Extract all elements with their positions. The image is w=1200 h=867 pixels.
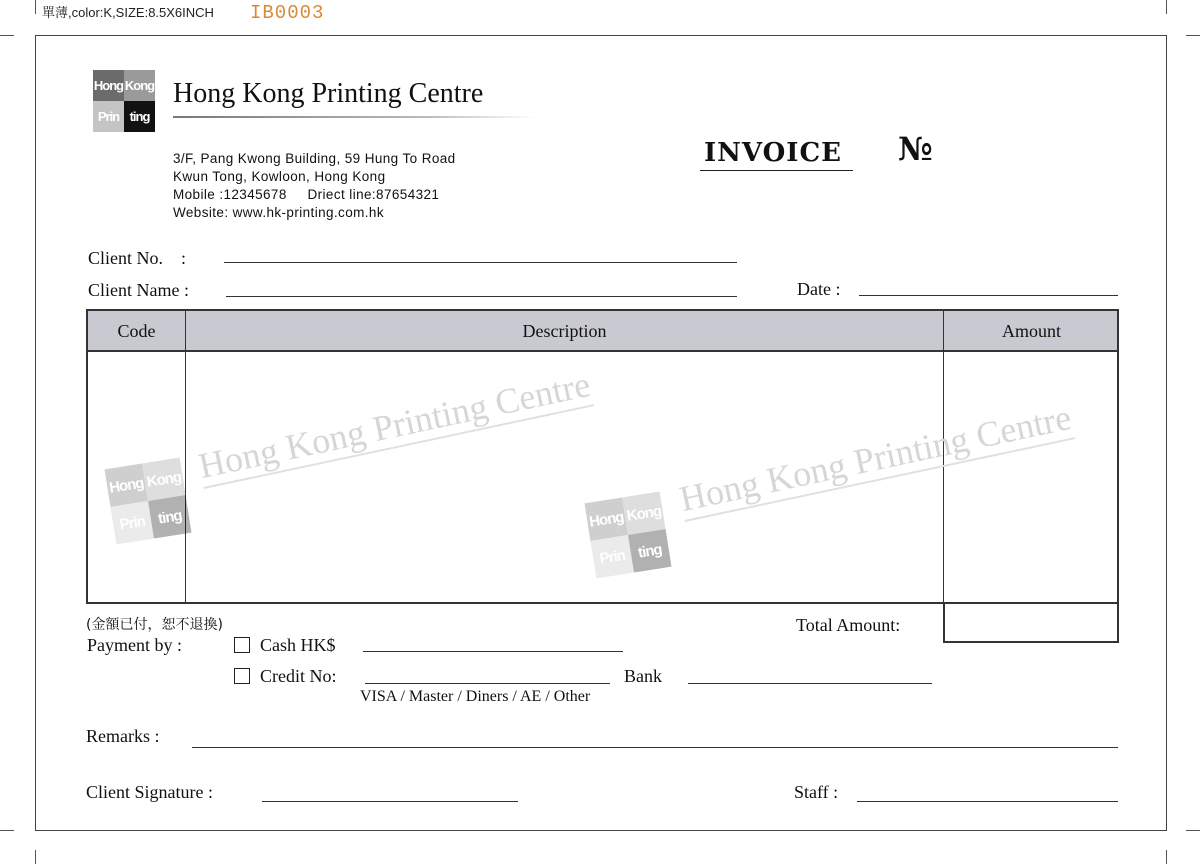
invoice-title-underline (700, 170, 853, 171)
total-amount-field[interactable] (943, 602, 1119, 643)
crop-mark (1186, 830, 1200, 831)
column-header-description: Description (522, 321, 607, 341)
crop-mark (1166, 850, 1167, 864)
date-field[interactable] (859, 295, 1118, 296)
watermark-logo-cell: Hong (105, 463, 148, 506)
client-name-field[interactable] (226, 296, 737, 297)
crop-mark (1186, 35, 1200, 36)
crop-mark (0, 35, 14, 36)
product-code: IB0003 (250, 2, 325, 24)
contact-line: Mobile :12345678 Driect line:87654321 (173, 187, 440, 202)
remarks-label: Remarks : (86, 726, 160, 746)
watermark-logo-cell: Hong (585, 497, 628, 540)
client-signature-field[interactable] (262, 801, 518, 802)
watermark-logo-cell: Kong (622, 492, 665, 535)
watermark-logo (585, 492, 672, 579)
invoice-title: INVOICE (704, 138, 842, 168)
credit-no-label: Credit No: (260, 666, 337, 686)
print-spec-text: 單薄,color:K,SIZE:8.5X6INCH (42, 5, 214, 20)
date-label: Date : (797, 279, 841, 299)
logo-cell: Hong (93, 70, 124, 101)
total-amount-label: Total Amount: (796, 615, 901, 635)
watermark-text: Hong Kong Printing Centre (195, 363, 594, 489)
credit-no-field[interactable] (365, 683, 610, 684)
invoice-number-label: № (898, 130, 933, 168)
crop-mark (0, 830, 14, 831)
watermark-text: Hong Kong Printing Centre (676, 396, 1075, 522)
company-logo (93, 70, 155, 132)
cash-label: Cash HK$ (260, 635, 336, 655)
address-line: 3/F, Pang Kwong Building, 59 Hung To Road (173, 151, 456, 166)
logo-cell: Prin (93, 101, 124, 132)
crop-mark (35, 0, 36, 14)
staff-label: Staff : (794, 782, 839, 802)
card-types: VISA / Master / Diners / AE / Other (360, 688, 591, 705)
watermark-logo-cell: ting (628, 529, 671, 572)
website-line: Website: www.hk-printing.com.hk (173, 205, 384, 220)
cash-checkbox[interactable] (234, 637, 250, 653)
company-address (173, 150, 456, 222)
watermark-logo (105, 458, 192, 545)
crop-mark (35, 850, 36, 864)
column-header-code: Code (117, 321, 156, 341)
address-line: Kwun Tong, Kowloon, Hong Kong (173, 169, 386, 184)
credit-checkbox[interactable] (234, 668, 250, 684)
crop-mark (1166, 0, 1167, 14)
client-name-label: Client Name : (88, 280, 189, 300)
column-divider (185, 311, 186, 602)
bank-field[interactable] (688, 683, 932, 684)
logo-cell: Kong (124, 70, 155, 101)
watermark-logo-cell: Prin (110, 501, 153, 544)
company-underline (173, 116, 536, 118)
client-signature-label: Client Signature : (86, 782, 213, 802)
remarks-field[interactable] (192, 747, 1118, 748)
logo-cell: ting (124, 101, 155, 132)
watermark-logo-cell: ting (148, 495, 191, 538)
client-no-field[interactable] (224, 262, 737, 263)
watermark-logo-cell: Kong (142, 458, 185, 501)
staff-field[interactable] (857, 801, 1118, 802)
client-no-label: Client No. : (88, 248, 186, 268)
company-name: Hong Kong Printing Centre (173, 78, 484, 109)
bank-label: Bank (624, 666, 662, 686)
column-header-amount: Amount (1001, 321, 1061, 341)
refund-note: (金額已付，恕不退換) (86, 617, 223, 633)
watermark-logo-cell: Prin (590, 535, 633, 578)
cash-amount-field[interactable] (363, 651, 623, 652)
items-table (86, 309, 1119, 604)
payment-by-label: Payment by : (87, 635, 182, 655)
